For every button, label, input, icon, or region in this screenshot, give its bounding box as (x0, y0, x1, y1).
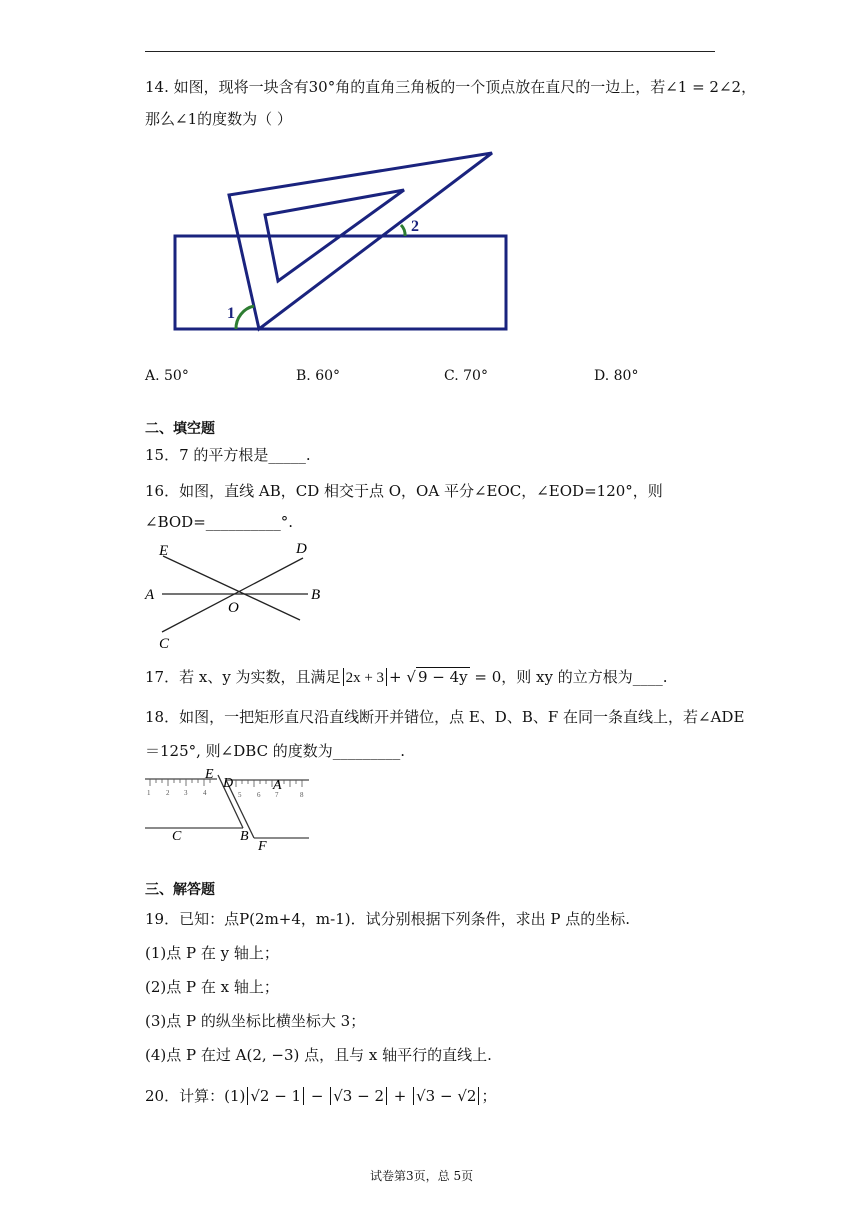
ruler-num-3: 3 (184, 789, 188, 797)
q16-line2: ∠BOD=__________°. (145, 513, 294, 531)
ruler-ticks-left (150, 779, 210, 786)
q19-item-2: (2)点 P 在 x 轴上； (145, 978, 279, 996)
ruler-ticks-right (236, 780, 302, 787)
label-d: D (296, 541, 307, 557)
q16-line1: 16．如图，直线 AB，CD 相交于点 O，OA 平分∠EOC，∠EOD=120°，则 (145, 482, 663, 500)
label-o: O (228, 600, 239, 616)
ruler-num-6: 6 (257, 791, 261, 799)
q19-item-3: (3)点 P 的纵坐标比横坐标大 3； (145, 1012, 366, 1030)
q18-line2: ＝125°, 则∠DBC 的度数为_________. (145, 742, 406, 760)
label-d: D (223, 776, 234, 791)
angle1-label: 1 (227, 305, 235, 322)
label-a: A (273, 778, 282, 793)
angle2-arc (401, 225, 405, 236)
q15: 15．7 的平方根是_____. (145, 446, 311, 464)
q19-item-4: (4)点 P 在过 A(2, −3) 点，且与 x 轴平行的直线上. (145, 1046, 492, 1064)
triangle-outer (229, 153, 492, 329)
q14-option-a: A. 50° (145, 368, 189, 384)
q14-option-b: B. 60° (296, 368, 341, 384)
q18-figure (140, 762, 320, 852)
q14-line1: 14. 如图，现将一块含有30°角的直角三角板的一个顶点放在直尺的一边上，若∠1 = 2∠2， (145, 78, 757, 96)
label-a: A (145, 587, 155, 603)
q16-figure (140, 537, 330, 655)
ruler-rect (175, 236, 506, 329)
ruler-num-5: 5 (238, 791, 242, 799)
q14-line2: 那么∠1的度数为（ ） (145, 110, 292, 128)
label-b: B (311, 587, 321, 603)
section-3-title: 三、解答题 (145, 882, 215, 898)
ruler-num-2: 2 (166, 789, 170, 797)
q14-option-c: C. 70° (444, 368, 488, 384)
label-c: C (172, 829, 182, 844)
line-cd (162, 558, 303, 632)
label-e: E (159, 543, 169, 559)
q14-figure (160, 145, 520, 340)
label-c: C (159, 636, 170, 652)
q17: 17．若 x、y 为实数，且满足 2x + 3 + √ 9 − 4y = 0，则 xy 的立方根为____. (145, 668, 668, 686)
q19-item-1: (1)点 P 在 y 轴上； (145, 944, 279, 962)
q20: 20．计算：(1) √2 − 1 − √3 − 2 + √3 − √2 ； (145, 1087, 497, 1105)
label-f: F (258, 839, 267, 852)
ruler-num-4: 4 (203, 789, 207, 797)
label-b: B (240, 829, 249, 844)
q14-option-d: D. 80° (594, 368, 639, 384)
angle2-label: 2 (411, 218, 419, 235)
angle1-arc (236, 306, 254, 329)
ruler-num-1: 1 (147, 789, 151, 797)
q18-line1: 18．如图，一把矩形直尺沿直线断开并错位，点 E、D、B、F 在同一条直线上，若∠ADE (145, 708, 745, 726)
q19-stem: 19．已知：点P(2m+4，m-1)．试分别根据下列条件，求出 P 点的坐标. (145, 910, 630, 928)
header-rule (145, 51, 715, 52)
ruler-num-8: 8 (300, 791, 304, 799)
ruler-num-7: 7 (275, 791, 279, 799)
label-e: E (205, 767, 214, 782)
section-2-title: 二、填空题 (145, 421, 215, 437)
page-footer: 试卷第3页，总 5页 (370, 1169, 474, 1183)
